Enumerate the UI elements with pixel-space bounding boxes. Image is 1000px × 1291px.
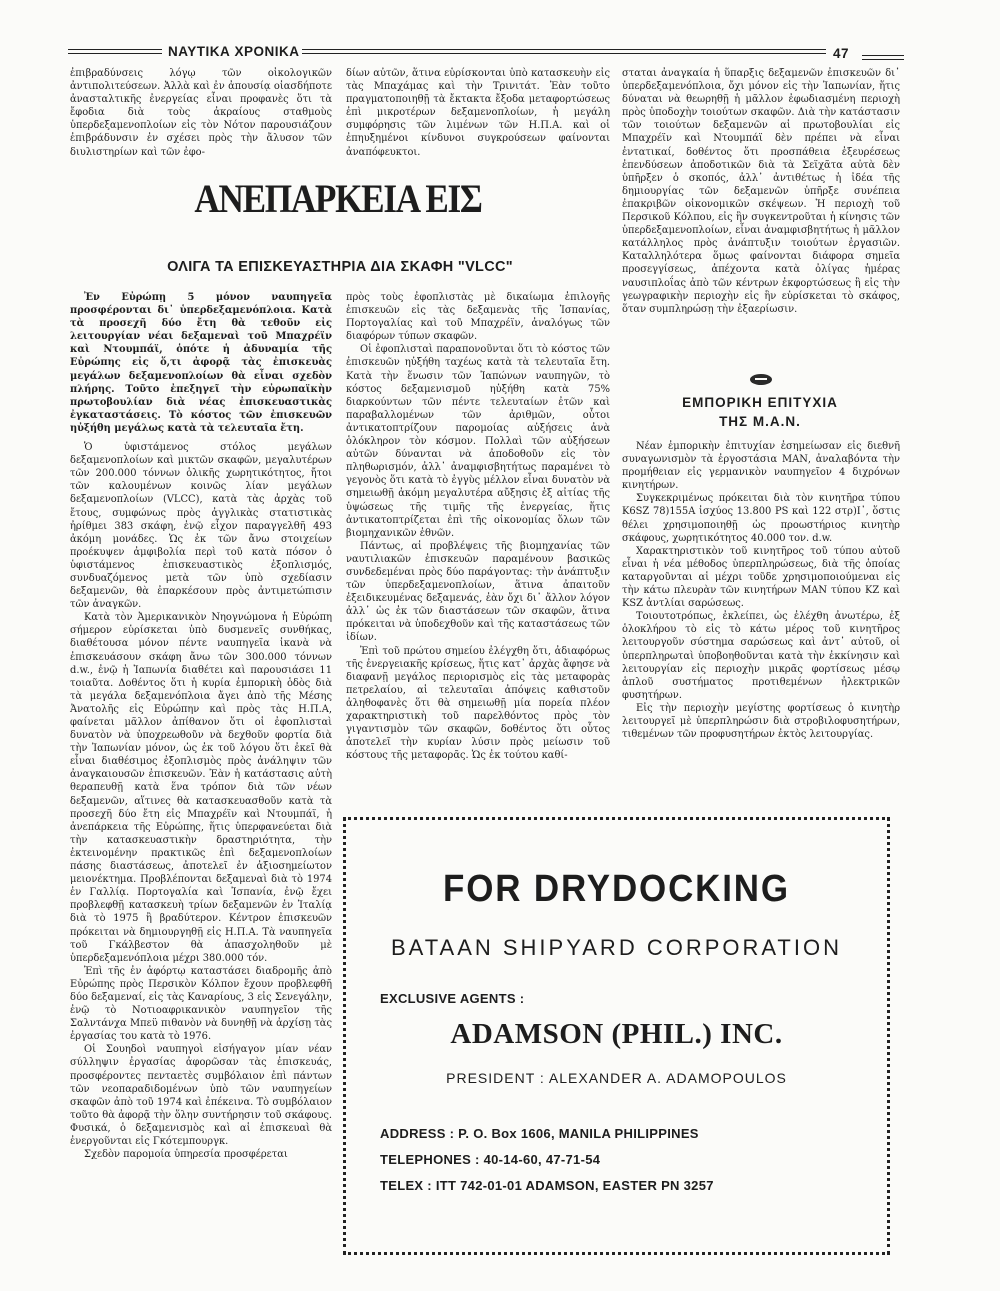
article-col2-p4: Ἐπὶ τοῦ πρώτου σημείου ἐλέγχθη ὅτι, ἀδιαφόρως τῆς ἐνεργειακῆς κρίσεως, ἥτις κατ᾽ ἀρχὰς ἄφησε νὰ διαφανῇ μεγάλος περιορισμὸς εἰς τὰς μεταφορὰς πετρελαίου, αἱ τελευταῖαι ἀπόψεις καθιστοῦν ἀληθοφανὲς ὅτι θὰ σημειωθῇ μία πορεία πλέον χαρακτηριστικὴ τοῦ παρελθόντος πρὸς τὸν γιγαντισμὸν τῶν σκαφῶν, δοθέντος ὅτι οὗτος ἀποτελεῖ τὴν κυρίαν λύσιν πρὸς μείωσιν τοῦ κόστους τῆς μεταφορᾶς. Ὡς ἐκ τούτου καθί- (346, 645, 610, 762)
article-col1-p5: Σχεδὸν παρομοία ὑπηρεσία προσφέρεται (84, 1149, 288, 1161)
news-headline-line2: ΤΗΣ Μ.Α.Ν. (719, 414, 801, 429)
header-rule-right (302, 49, 826, 54)
header-rule-left (68, 49, 162, 54)
article-col2-p1: πρὸς τοὺς ἐφοπλιστὰς μὲ δικαίωμα ἐπιλογῆς ἐπισκευῶν εἰς τὰς δεξαμενὰς τῆς Ἰσπανίας, Πορτογαλίας καὶ τοῦ Μπαχρέϊν, ἀναλόγως τῶν διαφόρων τύπων σκαφῶν. (346, 292, 610, 343)
news-headline-line1: ΕΜΠΟΡΙΚΗ ΕΠΙΤΥΧΙΑ (682, 395, 838, 410)
top-continuation-col2: δίων αὐτῶν, ἅτινα εὑρίσκονται ὑπὸ κατασκευὴν εἰς τὰς Μπαχάμας καὶ τὴν Τρινιτάτ. Ἐὰν τοῦτο πραγματοποιηθῇ τὰ ἔκτακτα ἔξοδα μεταφορτώσεως ἐπὶ μικροτέρων δεξαμενοπλοίων, ἡ μεγάλη συμφόρησις τῶν λιμένων τῶν Η.Π.Α. καὶ οἱ ἐπηυξημένοι κίνδυνοι συγκρούσεων φαίνονται ἀναπόφευκτοι. (346, 68, 610, 158)
news-p5: Εἰς τὴν περιοχὴν μεγίστης φορτίσεως ὁ κινητὴρ λειτουργεῖ μὲ ὑπερπληρώσιν διὰ στροβιλοφυσητήρων, τιθεμένων τῶν προφυσητήρων ἐκτὸς λειτουργίας. (622, 702, 900, 741)
separator-ornament (750, 374, 772, 385)
news-p1: Νέαν ἐμπορικὴν ἐπιτυχίαν ἐσημείωσαν εἰς διεθνῆ συναγωνισμὸν τὰ ἐργοστάσια ΜΑΝ, ἀναλαβόντα τὴν προμήθειαν εἰς γερμανικὸν ναυπηγεῖον 4 διχρόνων κινητήρων. (622, 441, 900, 492)
article-col2-p3: Πάντως, αἱ προβλέψεις τῆς βιομηχανίας τῶν ναυτιλιακῶν ἐπισκευῶν παραμένουν βασικῶς συνδεδεμέναι πρὸς δύο παράγοντας: τὴν ἀνάπτυξιν τῶν ὑπερδεξαμενοπλοίων, ἅτινα ἀπαιτοῦν ἐξειδικευμένας δεξαμενάς, ἐὰν ὄχι δι᾽ ἄλλον λόγον ἀλλ᾽ ὡς ἐκ τῶν διαστάσεων τῶν σκαφῶν, ἅτινα πρόκειται νὰ ὑποδεχθοῦν καὶ τῆς καταστάσεως τῶν ἰδίων. (346, 540, 610, 644)
ad-company: BATAAN SHIPYARD CORPORATION (391, 935, 842, 960)
article-headline: ΑΝΕΠΑΡΚΕΙΑ ΕΙΣ (194, 176, 482, 221)
ad-agents-label: EXCLUSIVE AGENTS : (380, 991, 525, 1006)
ad-president: PRESIDENT : ALEXANDER A. ADAMOPOULOS (446, 1070, 787, 1086)
header-rule-far-right (862, 55, 904, 60)
ad-agent-name: ADAMSON (PHIL.) INC. (450, 1018, 783, 1050)
top-continuation-col1: ἐπιβραδύνσεις λόγῳ τῶν οἰκολογικῶν ἀντιπολιτεύσεων. Ἀλλὰ καὶ ἐν ἀπουσίᾳ οἱασδήποτε ἀνασταλτικῆς ἐνεργείας εἶναι προφανὲς ὅτι τὰ ἔφοδια διὰ τοὺς ἀκραίους σταθμοὺς ὑπερδεξαμενοπλοίων εἰς τὸν Νότον παρουσιάζουν ἐπιβράδυνσιν ἐν σχέσει πρὸς τὴν ἄλυσον τῶν διυλιστηρίων καὶ τῶν ἐφο- (70, 68, 332, 158)
running-title: ΝΑΥΤΙΚΑ ΧΡΟΝΙΚΑ (168, 44, 300, 59)
news-body (622, 440, 900, 741)
news-p3: Χαρακτηριστικὸν τοῦ κινητῆρος τοῦ τύπου αὐτοῦ εἶναι ἡ νέα μέθοδος ὑπερπληρώσεως, διὰ τῆς ὁποίας καταργοῦνται αἱ μέχρι τοῦδε χρησιμοποιούμεναι εἰς τὴν κάτω πλευρὰν τῶν κινητήρων MAN τύπου KZ καὶ KSZ ἀντλίαι σαρώσεως. (622, 545, 900, 610)
article-col1-p4: Οἱ Σουηδοὶ ναυπηγοὶ εἰσήγαγον μίαν νέαν σύλληψιν ἐργασίας ἀφορῶσαν τὰς ἐπισκευάς, προσφέροντες πενταετὲς συμβόλαιον ἐπὶ πάντων τῶν νεοπαραδιδομένων ὑπὸ τῶν ναυπηγείων σκαφῶν ἀπὸ τοῦ 1974 καὶ ἐπέκεινα. Τὸ συμβόλαιον τοῦτο θὰ ἀφορᾷ τὴν ὅλην συντήρησιν τοῦ σκάφους. Φυσικά, ὁ δεξαμενισμὸς καὶ αἱ ἐπισκευαὶ θὰ ἐνεργοῦνται εἰς Γκότεμπουργκ. (70, 1044, 332, 1147)
article-col3-p1: σταται ἀναγκαία ἡ ὕπαρξις δεξαμενῶν ἐπισκευῶν δι᾽ ὑπερδεξαμενόπλοια, ὄχι μόνον εἰς τὴν Ἰαπωνίαν, ἥτις δύναται νὰ θεωρηθῇ ἡ μᾶλλον ἐφωδιασμένη περιοχὴ πρὸς ὑποδοχὴν τοιούτων σκαφῶν. Διὰ τὴν κατάστασιν τῶν τοιούτων δεξαμενῶν αἱ πρωτοβουλίαι εἰς Μπαχρέϊν καὶ Ντουμπάϊ δὲν πρέπει νὰ εἶναι ἐντατικαί, δοθέντος ὅτι προσπάθεια ἐξευρέσεως ἐπενδύσεων ἀποδοτικῶν διὰ τὰ Σεϊχᾶτα αὐτὰ δὲν ὑπῆρξεν ὁ σκοπός, ἀλλ᾽ ἀντιθέτως ἡ ἰδέα τῆς δημιουργίας τῶν δεξαμενῶν ὑπῆρξε συνέπεια ἐπακριβῶν οἰκονομικῶν σκέψεων. Ἡ περιοχὴ τοῦ Περσικοῦ Κόλπου, εἰς ἣν συγκεντροῦται ἡ κίνησις τῶν ὑπερδεξαμενοπλοίων, εἶναι ἀναμφισβητήτως ἡ μᾶλλον κατάλληλος πρὸς ἀνάπτυξιν τοιούτων ἐργασιῶν. Καταλληλότερα ὅμως φαίνονται διάφορα σημεῖα προσεγγίσεως, ἀπέχοντα κατὰ ὀλίγας ἡμέρας ναυσιπλοΐας ἀπὸ τῶν κέντρων ἐκφορτώσεως ἢ εἰς τὴν γεωγραφικὴν περιοχὴν εἰς ἣν εὑρίσκεται τὸ σκάφος, ὅταν συμπληρώσῃ τὴν ἐξαερίωσιν. (622, 68, 900, 315)
article-col2-p2: Οἱ ἐφοπλισταὶ παραπονοῦνται ὅτι τὸ κόστος τῶν ἐπισκευῶν ηὐξήθη ταχέως κατὰ τὰ τελευταῖα ἔτη. Κατὰ τὴν ἕνωσιν τῶν Ἰαπώνων ναυπηγῶν, τὸ κόστος δεξαμενισμοῦ ηὐξήθη κατὰ 75% διαρκούντων τῶν πέντε τελευταίων ἐτῶν καὶ παραβαλλομένων τῶν ἀριθμῶν, οὗτοι ἀντικατοπτρίζουν παρομοίας αὐξήσεις ἀνὰ ὁλόκληρον τὸν κόσμον. Πολλαὶ τῶν αὐξήσεων αὐτῶν δύνανται νὰ ἀποδοθοῦν εἰς τὸν πληθωρισμόν, ἀλλ᾽ ἀναμφισβητήτως παραμένει τὸ γεγονὸς ὅτι κατὰ τὸ ἐγγὺς μέλλον εἶναι δυνατὸν νὰ σημειωθῇ ἀκόμη μεγαλυτέρα αὔξησις ἐξ αἰτίας τῆς ὑψώσεως τῆς τιμῆς τῆς ἐνεργείας, ἥτις ἀντικατοπτρίζεται ἐπὶ τῆς οἰκονομίας ὅλων τῶν βιομηχανικῶν ἐθνῶν. (346, 344, 610, 539)
article-lead: Ἐν Εὐρώπῃ 5 μόνον ναυπηγεῖα προσφέρονται δι᾽ ὑπερδεξαμενόπλοια. Κατὰ τὰ προσεχῆ δύο ἔτη θὰ τεθοῦν εἰς λειτουργίαν νέαι δεξαμεναὶ τοῦ Μπαχρέϊν καὶ Ντουμπάϊ, ὁπότε ἡ ἀδυναμία τῆς Εὐρώπης εἰς ὅ,τι ἀφορᾷ τὰς ἐπισκευὰς μεγάλων δεξαμενοπλοίων θὰ εἶναι σχεδὸν πλήρης. Τοῦτο ἐπεξηγεῖ τὴν εὐρωπαϊκὴν πρωτοβουλίαν διὰ νέας ἐπισκευαστικὰς ἐγκαταστάσεις. Τὸ κόστος τῶν ἐπισκευῶν ηὐξήθη μεγάλως κατὰ τὰ τελευταῖα ἔτη. (70, 292, 332, 434)
article-col1-p3: Ἐπὶ τῆς ἐν ἀφόρτῳ καταστάσει διαδρομῆς ἀπὸ Εὐρώπης πρὸς Περσικὸν Κόλπον ἔχουν προβλεφθῆ δύο δεξαμεναί, εἰς τὰς Καναρίους, 3 εἰς Σενεγάλην, ἐνῷ τὸ Νοτιοαφρικανικὸν ναυπηγεῖον τῆς Σαλντάνχα Μπεϋ πιθανὸν νὰ δυνηθῇ νὰ ἀρχίσῃ τὰς ἐργασίας του κατὰ τὸ 1976. (70, 965, 332, 1043)
news-p2: Συγκεκριμένως πρόκειται διὰ τὸν κινητῆρα τύπου K6SZ 78)155A ἰσχύος 13.800 PS καὶ 122 στρ)Ι᾽, ὅστις θέλει χρησιμοποιηθῇ ὡς προωστήριος κινητὴρ σκάφους, χωρητικότητος 40.000 τον. d.w. (622, 493, 900, 544)
ad-headline: FOR DRYDOCKING (443, 868, 790, 910)
article-subheadline: ΟΛΙΓΑ ΤΑ ΕΠΙΣΚΕΥΑΣΤΗΡΙΑ ΔΙΑ ΣΚΑΦΗ "VLCC" (167, 259, 513, 275)
article-col2 (346, 291, 610, 762)
ad-telephones: TELEPHONES : 40-14-60, 47-71-54 (380, 1152, 601, 1167)
ad-address: ADDRESS : P. O. Box 1606, MANILA PHILIPPINES (380, 1126, 699, 1141)
article-col1 (70, 291, 332, 1161)
page-number: 47 (833, 46, 850, 61)
article-col3 (622, 67, 900, 316)
ad-telex: TELEX : ITT 742-01-01 ADAMSON, EASTER PN 3257 (380, 1178, 714, 1193)
news-p4: Τοιουτοτρόπως, ἐκλείπει, ὡς ἐλέχθη ἀνωτέρω, ἐξ ὁλοκλήρου τὸ εἰς τὸ κάτω μέρος τοῦ κινητῆρος λειτουργοῦν σύστημα σαρώσεως καὶ ἀντ᾽ αὐτοῦ, οἱ ὑπερπληρωταὶ ὑποβοηθοῦνται κατὰ τὴν ἐκκίνησιν καὶ λειτουργίαν εἰς περιοχὴν μικρᾶς φορτίσεως μέσῳ ἁπλοῦ συστήματος προτιθεμένων ἠλεκτρικῶν φυσητήρων. (622, 611, 900, 701)
article-col1-p2: Κατὰ τὸν Ἀμερικανικὸν Νηογνώμονα ἡ Εὐρώπη σήμερον εὑρίσκεται ὑπὸ δυσμενεῖς συνθήκας, διαθέτουσα μόνον πέντε ναυπηγεῖα ἱκανὰ νὰ ἐπισκευάσουν σκάφη ἄνω τῶν 300.000 τόννων d.w., ἐνῷ ἡ Ἰαπωνία διαθέτει καὶ παρουσιάσει 11 τοιαῦτα. Δοθέντος ὅτι ἡ κυρία ἐμπορικὴ ὁδὸς διὰ τὰ μεγάλα δεξαμενόπλοια ἄγει ἀπὸ τῆς Μέσης Ἀνατολῆς εἰς Εὐρώπην καὶ πρὸς τὰς Η.Π.Α, φαίνεται μᾶλλον ἀπίθανον ὅτι οἱ ἐφοπλισταὶ δυνατὸν νὰ ὑποχρεωθοῦν νὰ δεχθοῦν φορτία διὰ τὴν Ἰαπωνίαν μόνον, ὡς ἐκ τοῦ λόγου ὅτι ἐκεῖ θὰ εἶναι διαθέσιμος ἐξοπλισμὸς πρὸς ἀνάληψιν τῶν ἀναγκαιουσῶν ἐπισκευῶν. Ἐὰν ἡ κατάστασις αὐτὴ θεραπευθῇ κατὰ ἕνα τρόπον διὰ τῶν νέων δεξαμενῶν, αἵτινες θὰ κατασκευασθοῦν κατὰ τὰ προσεχῆ δύο ἔτη εἰς Μπαχρέϊν καὶ Ντουμπάϊ, ἡ ἀνεπάρκεια τῆς Εὐρώπης, ἥτις ὑπερφανεύεται διὰ τὴν κατασκευαστικὴν δραστηριότητα, τὴν ἐκτεινομένην πρακτικῶς ἐπὶ δεξαμενοπλοίων πάσης διαστάσεως, ἀποτελεῖ ἐν ἀξιοσημείωτον μειονέκτημα. Προβλέπονται δεξαμεναὶ διὰ τὸ 1974 ἐν Γαλλίᾳ. Πορτογαλία καὶ Ἰσπανία, ἐνῷ ἔχει προβλεφθῇ κατασκευὴ τρίων δεξαμενῶν ἐν Ἰταλίᾳ διὰ τὸ 1975 ἢ βραδύτερον. Κέντρον ἐπισκευῶν πρόκειται νὰ δημιουργηθῇ εἰς Η.Π.Α. Τὰ ναυπηγεῖα τοῦ Γκάλβεστον θὰ ἀπασχοληθοῦν μὲ ὑπερδεξαμενόπλοια μέχρι 380.000 τόν. (70, 612, 332, 964)
article-col1-p1: Ὁ ὑφιστάμενος στόλος μεγάλων δεξαμενοπλοίων καὶ μικτῶν σκαφῶν, μεγαλυτέρων τῶν 200.000 τόννων ὁλικῆς χωρητικότητος, ἤτοι τῶν καλουμένων κοινῶς λίαν μεγάλων δεξαμενοπλοίων (VLCC), κατὰ τὰς ἀρχὰς τοῦ ἔτους, συμφώνως πρὸς ἀγγλικὰς στατιστικὰς ἠρίθμει 383 σκάφη, ἐνῷ εἶχον παραγγελθῆ 493 ἀκόμη μονάδες. Ὡς ἐκ τῶν ἄνω στοιχείων προέκυψεν ἀμφιβολία περὶ τοῦ κατὰ πόσον ὁ ὑφιστάμενος ἐπισκευαστικὸς ἐξοπλισμός, συνδυαζόμενος μετὰ τῶν ὑπὸ σχεδίασιν δεξαμενῶν, θὰ ἐπαρκέσουν πρὸς ἀντιμετώπισιν τῶν ἀναγκῶν. (70, 442, 332, 611)
